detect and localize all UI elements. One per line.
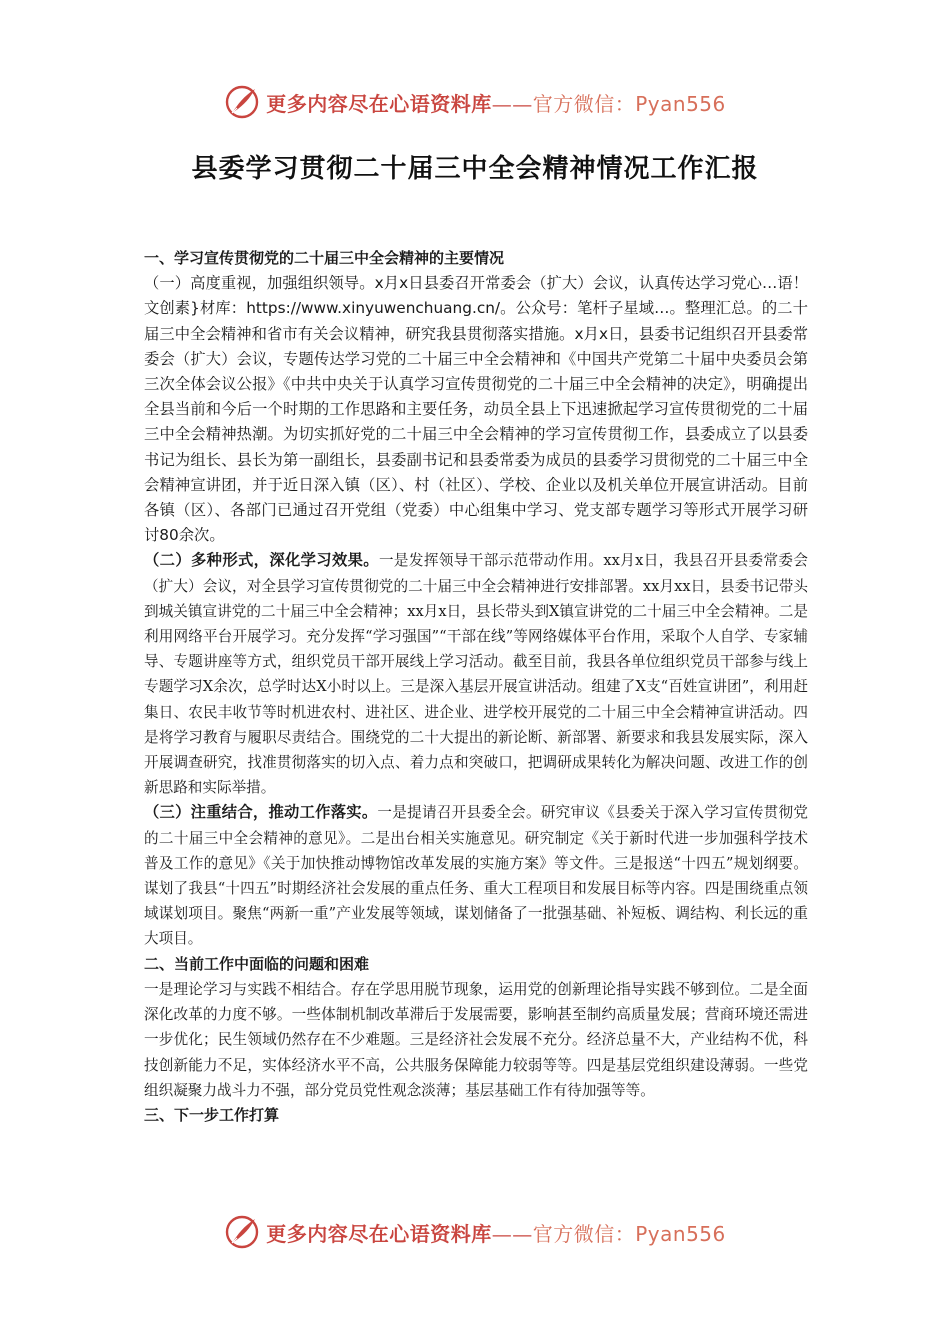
document-title: 县委学习贯彻二十届三中全会精神情况工作汇报: [191, 154, 759, 184]
paragraph-2-lead: （二）多种形式，深化学习效果。: [144, 551, 379, 570]
watermark-banner-top: [0, 82, 950, 122]
watermark-banner-bottom: [0, 1212, 950, 1252]
paragraph-1: （一）高度重视，加强组织领导。x月x日县委召开常委会（扩大）会议，认真传达学习党心…语！文创素}材库：https://www.xinyuwenchuang.cn/。公众号：笔杆子星域…。整理汇总。的二十届三中全会精神和省市有关会议精神，研究我县贯彻落实措施。x月x日，县委书记组织召开县委常委会（扩大）会议，专题传达学习党的二十届三中全会精神和《中国共产党第二十届中央委员会第三次全体会议公报》《中共中央关于认真学习宣传贯彻党的二十届三中全会精神的决定》，明确提出全县当前和今后一个时期的工作思路和主要任务，动员全县上下迅速掀起学习宣传贯彻党的二十届三中全会精神热潮。为切实抓好党的二十届三中全会精神的学习宣传贯彻工作，县委成立了以县委书记为组长、县长为第一副组长，县委副书记和县委常委为成员的县委学习贯彻党的二十届三中全会精神宣讲团，并于近日深入镇（区）、村（社区）、学校、企业以及机关单位开展宣讲活动。目前各镇（区）、各部门已通过召开党组（党委）中心组集中学习、党支部专题学习等形式开展学习研讨80余次。: [144, 274, 808, 545]
watermark-wechat-id: Pyan556: [635, 91, 726, 116]
watermark-dash: ——: [491, 1221, 533, 1246]
section-heading-2: 二、当前工作中面临的问题和困难: [144, 954, 370, 973]
watermark-wechat-id: Pyan556: [635, 1221, 726, 1246]
feather-pen-logo-icon: [224, 1214, 260, 1250]
section-heading-1: 一、学习宣传贯彻党的二十届三中全会精神的主要情况: [144, 249, 505, 267]
paragraph-2: [144, 548, 808, 800]
watermark-wechat-label: 官方微信：: [532, 1221, 636, 1246]
paragraph-2-body: 一是发挥领导干部示范带动作用。xx月x日，我县召开县委常委会（扩大）会议，对全县学习宣传贯彻党的二十届三中全会精神进行安排部署。xx月xx日，县委书记带头到城关镇宣讲党的二十届三中全会精神；xx月x日，县长带头到X镇宣讲党的二十届三中全会精神。二是利用网络平台开展学习。充分发挥“学习强国”“干部在线”等网络媒体平台作用，采取个人自学、专家辅导、专题讲座等方式，组织党员干部开展线上学习活动。截至目前，我县各单位组织党员干部参与线上专题学习X余次，总学时达X小时以上。三是深入基层开展宣讲活动。组建了X支“百姓宣讲团”，利用赶集日、农民丰收节等时机进农村、进社区、进企业、进学校开展党的二十届三中全会精神宣讲活动。四是将学习教育与履职尽责结合。围绕党的二十大提出的新论断、新部署、新要求和我县发展实际，深入开展调查研究，找准贯彻落实的切入点、着力点和突破口，把调研成果转化为解决问题、改进工作的创新思路和实际举措。: [144, 552, 808, 797]
watermark-text: [266, 88, 726, 117]
watermark-main: 更多内容尽在心语资料库: [266, 91, 492, 116]
paragraph-3: [144, 800, 808, 951]
document-body: [144, 246, 808, 1128]
watermark-main: 更多内容尽在心语资料库: [266, 1221, 492, 1246]
paragraph-4: 一是理论学习与实践不相结合。存在学思用脱节现象，运用党的创新理论指导实践不够到位。二是全面深化改革的力度不够。一些体制机制改革滞后于发展需要，影响甚至制约高质量发展；营商环境还需进一步优化；民生领域仍然存在不少难题。三是经济社会发展不充分。经济总量不大，产业结构不优，科技创新能力不足，实体经济水平不高，公共服务保障能力较弱等等。四是基层党组织建设薄弱。一些党组织凝聚力战斗力不强，部分党员党性观念淡薄；基层基础工作有待加强等等。: [144, 980, 808, 1099]
watermark-dash: ——: [491, 91, 533, 116]
paragraph-3-body: 一是提请召开县委全会。研究审议《县委关于深入学习宣传贯彻党的二十届三中全会精神的意见》。二是出台相关实施意见。研究制定《关于新时代进一步加强科学技术普及工作的意见》《关于加快推动博物馆改革发展的实施方案》等文件。三是报送“十四五”规划纲要。谋划了我县“十四五”时期经济社会发展的重点任务、重大工程项目和发展目标等内容。四是围绕重点领域谋划项目。聚焦“两新一重”产业发展等领域，谋划储备了一批强基础、补短板、调结构、利长远的重大项目。: [144, 804, 808, 948]
watermark-text: [266, 1218, 726, 1247]
feather-pen-logo-icon: [224, 84, 260, 120]
watermark-wechat-label: 官方微信：: [532, 91, 636, 116]
section-heading-3: 三、下一步工作打算: [144, 1105, 280, 1124]
paragraph-3-lead: （三）注重结合，推动工作落实。: [144, 803, 378, 822]
